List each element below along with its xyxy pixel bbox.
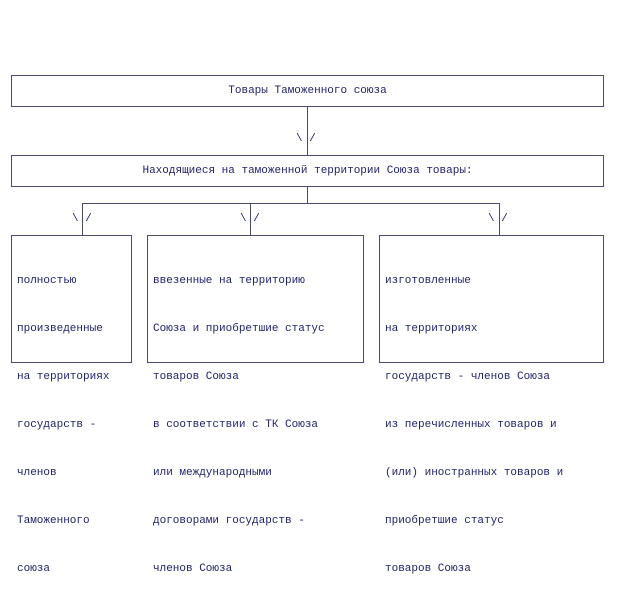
- middle-box: [11, 155, 604, 187]
- child-1-line: Таможенного: [17, 515, 90, 527]
- child-2-line: товаров Союза: [153, 371, 239, 383]
- child-2-line: договорами государств -: [153, 515, 305, 527]
- top-box-label: Товары Таможенного союза: [228, 85, 387, 97]
- child-3-line: изготовленные: [385, 275, 471, 287]
- child-3-line: государств - членов Союза: [385, 371, 551, 383]
- connector-top-middle: [307, 107, 308, 155]
- connector-horizontal: [82, 203, 500, 204]
- child-box-2: [147, 235, 364, 575]
- top-box: [11, 75, 604, 107]
- arrow-to-child-2: \ /: [240, 213, 260, 225]
- child-box-3: [379, 235, 604, 575]
- child-2-line: или международными: [153, 467, 272, 479]
- middle-box-label: Находящиеся на таможенной территории Союза товары:: [142, 165, 473, 177]
- arrow-to-middle: \ /: [296, 133, 316, 145]
- child-1-line: союза: [17, 563, 51, 575]
- child-1-line: государств -: [17, 419, 97, 431]
- child-3-line: товаров Союза: [385, 563, 471, 575]
- arrow-to-child-1: \ /: [72, 213, 92, 225]
- child-1-line: произведенные: [17, 323, 103, 335]
- connector-middle-down: [307, 187, 308, 203]
- child-3-line: приобретшие статус: [385, 515, 504, 527]
- child-3-line: (или) иностранных товаров и: [385, 467, 564, 479]
- child-1-line: на территориях: [17, 371, 110, 383]
- child-2-line: ввезенные на территорию: [153, 275, 305, 287]
- child-3-line: из перечисленных товаров и: [385, 419, 557, 431]
- child-1-line: полностью: [17, 275, 77, 287]
- arrow-to-child-3: \ /: [488, 213, 508, 225]
- child-2-line: Союза и приобретшие статус: [153, 323, 325, 335]
- child-box-1: [11, 235, 132, 575]
- child-1-line: членов: [17, 467, 57, 479]
- child-2-line: в соответствии с ТК Союза: [153, 419, 319, 431]
- child-3-line: на территориях: [385, 323, 478, 335]
- child-2-line: членов Союза: [153, 563, 233, 575]
